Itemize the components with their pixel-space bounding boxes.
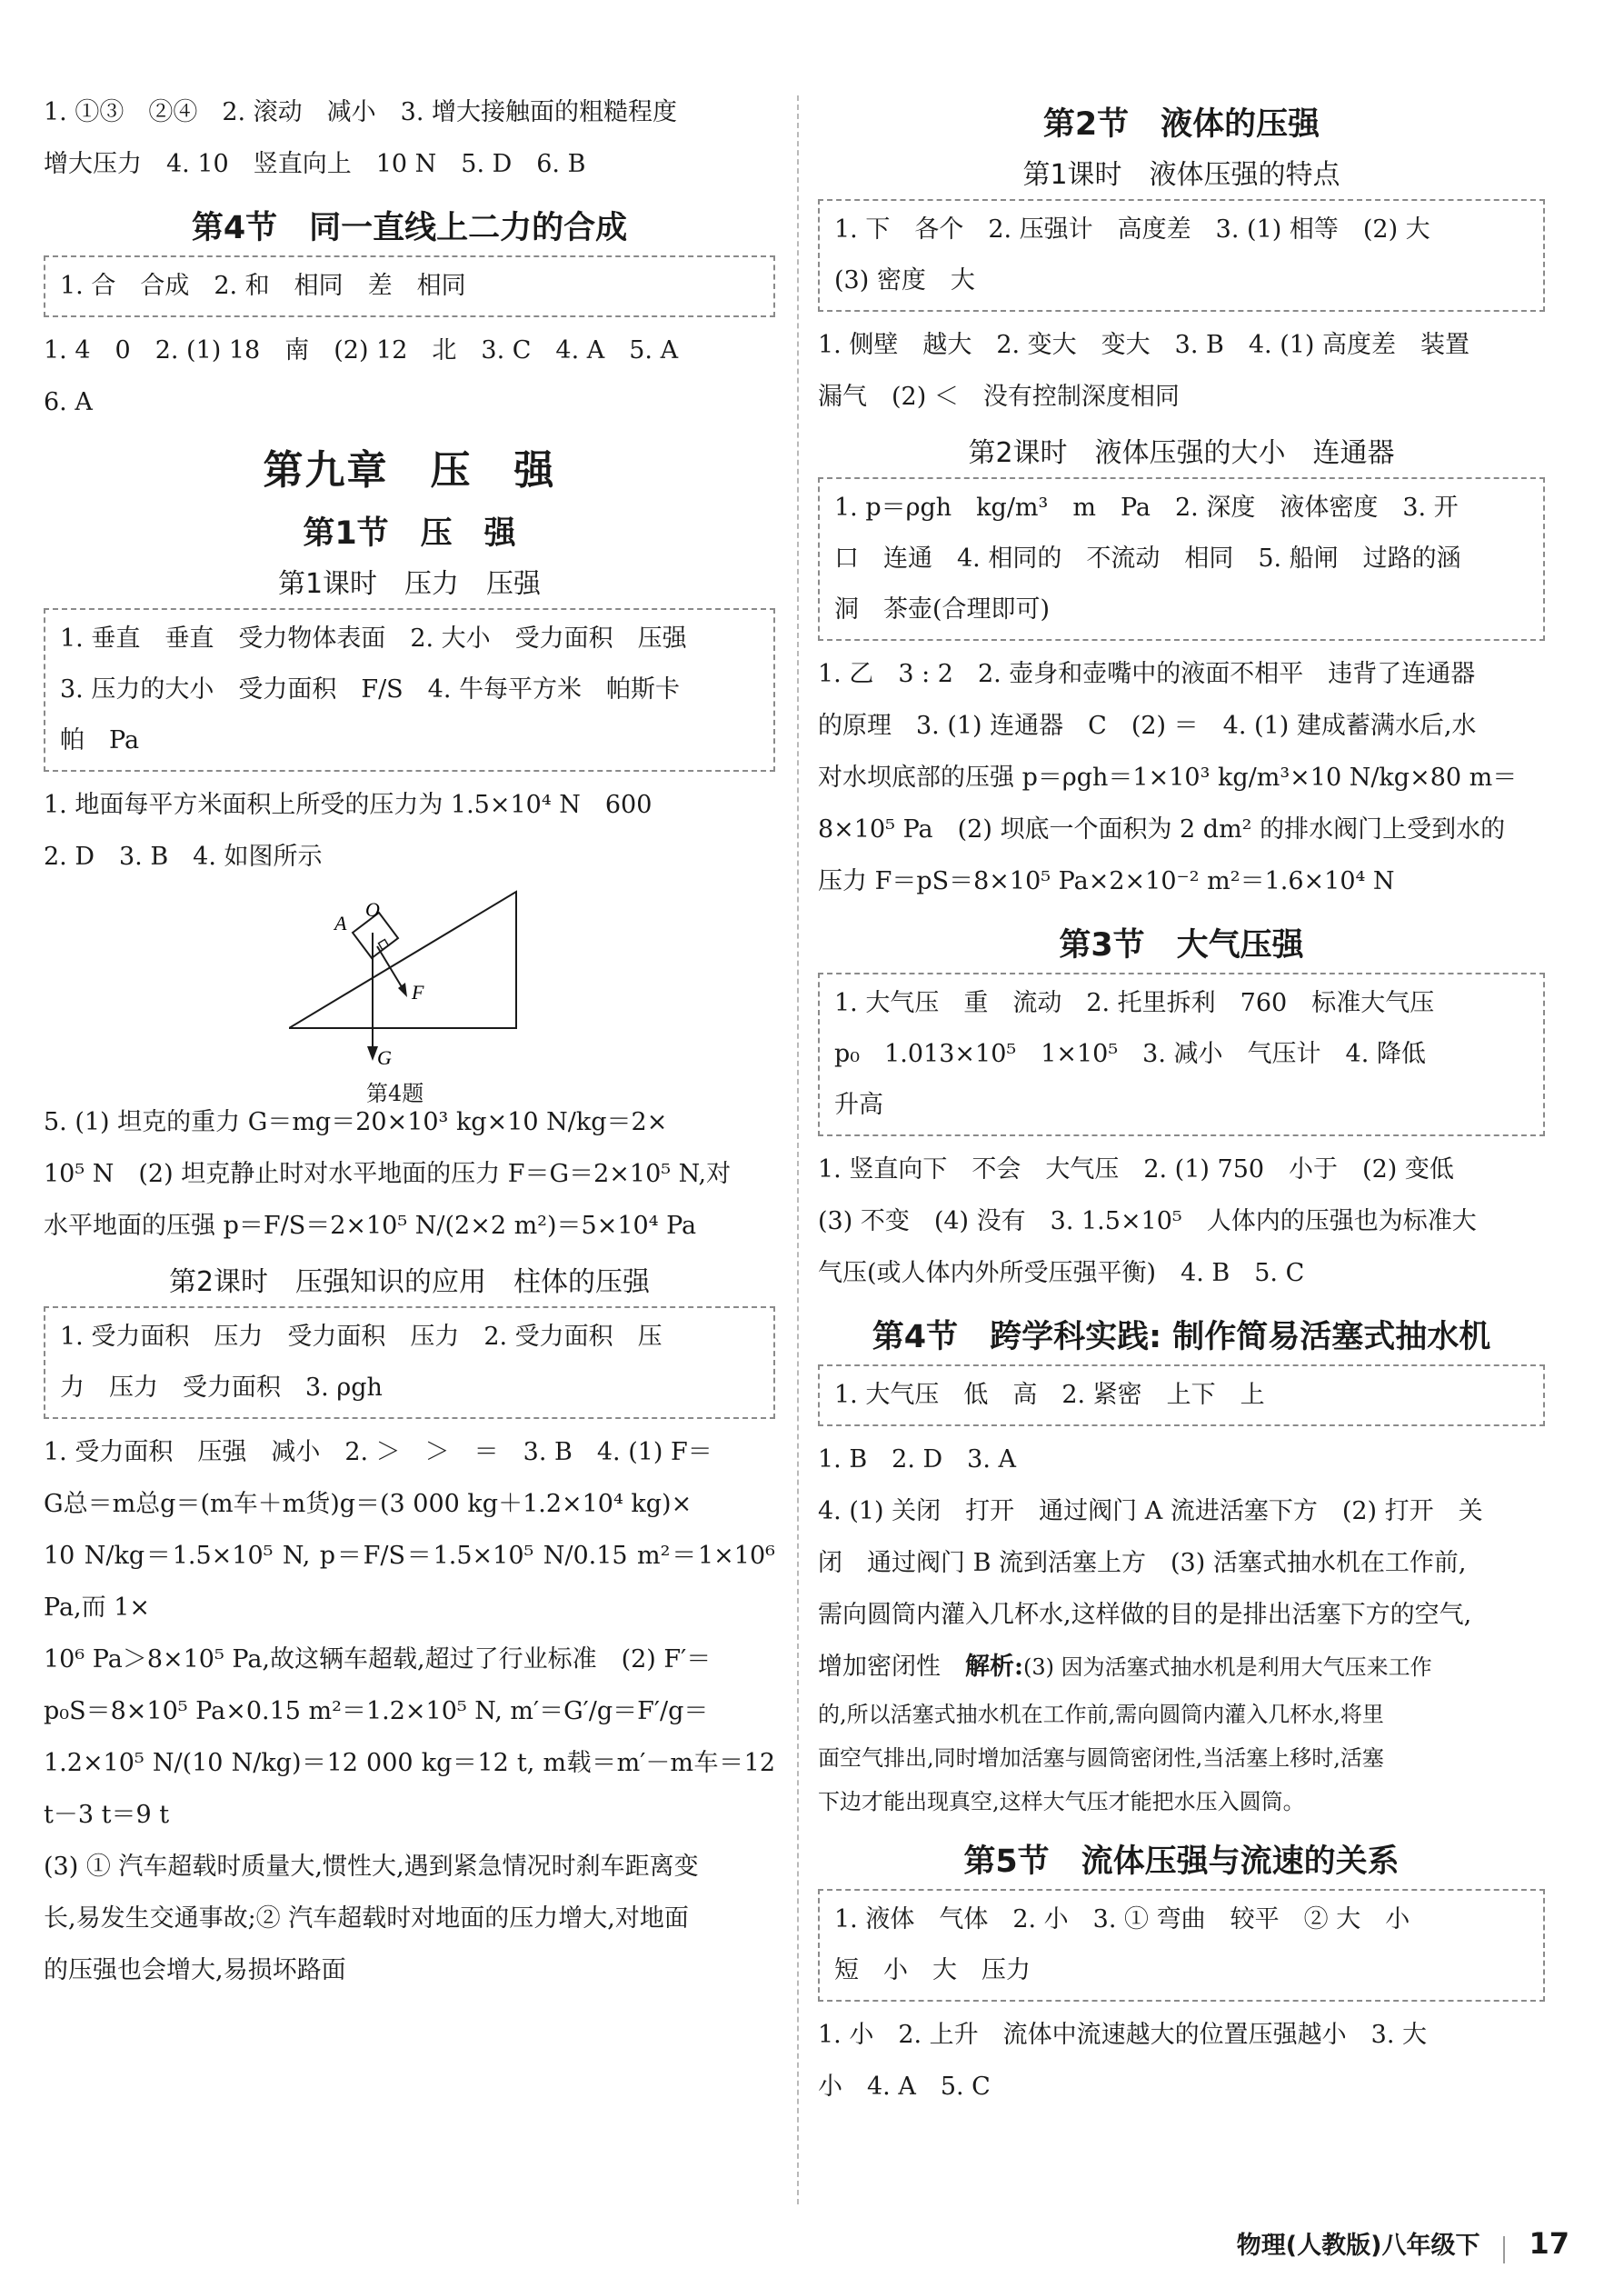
footer-separator [1503,2236,1505,2263]
answer-line: 的原理 3. (1) 连通器 C (2) ＝ 4. (1) 建成蓄满水后,水 [818,712,1477,740]
basic-answer-box [818,973,1545,1136]
lesson-title: 第2课时 压强知识的应用 柱体的压强 [168,1266,651,1298]
answer-line: 4. (1) 关闭 打开 通过阀门 A 流进活塞下方 (2) 打开 关 [818,1497,1483,1525]
page-number: 17 [1529,2226,1569,2261]
basic-answer-box [818,1364,1545,1426]
answer-line: 需向圆筒内灌入几杯水,这样做的目的是排出活塞下方的空气, [818,1601,1472,1629]
basic-answer-box [44,1306,775,1419]
answer-line: 洞 茶壶(合理即可) [834,595,1051,624]
answer-line: 1. 4 0 2. (1) 18 南 (2) 12 北 3. C 4. A 5. A [44,336,679,365]
section-title: 第5节 流体压强与流速的关系 [963,1843,1400,1880]
explanation-line: 面空气排出,同时增加活塞与圆筒密闭性,当活塞上移时,活塞 [818,1745,1384,1771]
force-diagram [289,883,543,1078]
answer-line: 10⁵ N (2) 坦克静止时对水平地面的压力 F＝G＝2×10⁵ N,对 [44,1160,732,1188]
answer-line: 1. 液体 气体 2. 小 3. ① 弯曲 较平 ② 大 小 [834,1905,1410,1933]
explanation-line: 的,所以活塞式抽水机在工作前,需向圆筒内灌入几杯水,将里 [818,1702,1384,1727]
answer-line: 的压强也会增大,易损坏路面 [44,1956,346,1984]
answer-line: 1.2×10⁵ N/(10 N/kg)＝12 000 kg＝12 t, m载＝m′－m车＝12 t－3 t＝9 t [44,1749,775,1829]
answer-line: 闭 通过阀门 B 流到活塞上方 (3) 活塞式抽水机在工作前, [818,1549,1467,1577]
answer-line: 10 N/kg＝1.5×10⁵ N, p＝F/S＝1.5×10⁵ N/0.15 m²＝1×10⁶ Pa,而 1× [44,1542,775,1622]
answer-line: 对水坝底部的压强 p＝ρgh＝1×10³ kg/m³×10 N/kg×80 m＝ [818,764,1518,792]
answer-line: 口 连通 4. 相同的 不流动 相同 5. 船闸 过路的涵 [834,545,1461,573]
answer-line: 1. 受力面积 压力 受力面积 压力 2. 受力面积 压 [60,1323,663,1351]
pressure-arrow [377,946,404,990]
incline-force-figure [44,883,775,1106]
answer-line: 1. 竖直向下 不会 大气压 2. (1) 750 小于 (2) 变低 [818,1155,1454,1184]
answer-line: 1. B 2. D 3. A [818,1445,1017,1474]
label-f: F [412,981,424,1004]
basic-answer-box [818,1889,1545,2002]
answer-line: p₀S＝8×10⁵ Pa×0.15 m²＝1.2×10⁵ N, m′＝G′/g＝F′/g＝ [44,1697,709,1725]
answer-line: 1. 地面每平方米面积上所受的压力为 1.5×10⁴ N 600 [44,791,653,819]
answer-line: 1. 垂直 垂直 受力物体表面 2. 大小 受力面积 压强 [60,624,687,653]
answer-line: 帕 Pa [60,726,140,754]
answer-line: 1. p＝ρgh kg/m³ m Pa 2. 深度 液体密度 3. 开 [834,494,1459,522]
answer-line [818,1641,1545,1693]
label-a: A [334,912,347,934]
answer-line: 1. 下 各个 2. 压强计 高度差 3. (1) 相等 (2) 大 [834,215,1430,244]
label-o: O [365,898,380,921]
section-title: 第3节 大气压强 [1059,927,1304,964]
section-title: 第1节 压 强 [303,515,516,552]
column-divider [797,95,799,2204]
section-title: 第4节 跨学科实践: 制作简易活塞式抽水机 [872,1319,1491,1355]
answer-line: (3) ① 汽车超载时质量大,惯性大,遇到紧急情况时刹车距离变 [44,1853,699,1881]
right-angle-mark [379,940,389,950]
figure-caption: 第4题 [366,1081,424,1106]
explanation-label: 解析: [965,1653,1023,1681]
answer-line: 压力 F＝pS＝8×10⁵ Pa×2×10⁻² m²＝1.6×10⁴ N [818,867,1395,895]
answer-line: 小 4. A 5. C [818,2073,991,2101]
page-footer [1237,2225,1569,2263]
basic-answer-box [818,477,1545,641]
answer-line: 漏气 (2) ＜ 没有控制深度相同 [818,383,1180,411]
answer-line: 1. 小 2. 上升 流体中流速越大的位置压强越小 3. 大 [818,2021,1428,2049]
incline-triangle [289,892,516,1028]
lesson-title: 第2课时 液体压强的大小 连通器 [968,437,1395,469]
label-g: G [377,1046,392,1069]
answer-line: 1. 乙 3 : 2 2. 壶身和壶嘴中的液面不相平 违背了连通器 [818,660,1476,688]
answer-line: p₀ 1.013×10⁵ 1×10⁵ 3. 减小 气压计 4. 降低 [834,1040,1426,1068]
answer-line: 2. D 3. B 4. 如图所示 [44,843,323,871]
left-column [44,86,775,1996]
answer-line: 短 小 大 压力 [834,1956,1031,1984]
book-subject: 物理(人教版)八年级下 [1236,2232,1480,2260]
lesson-title: 第1课时 压力 压强 [277,568,542,600]
basic-answer-box [44,255,775,317]
right-column [818,86,1545,2113]
answer-line: (3) 密度 大 [834,266,975,295]
answer-line: (3) 不变 (4) 没有 3. 1.5×10⁵ 人体内的压强也为标准大 [818,1207,1477,1235]
answer-line: 3. 压力的大小 受力面积 F/S 4. 牛每平方米 帕斯卡 [60,675,681,704]
explanation-text: (3) 因为活塞式抽水机是利用大气压来工作 [1022,1654,1432,1680]
answer-line: 1. 合 合成 2. 和 相同 差 相同 [60,272,466,300]
answer-line: 10⁶ Pa＞8×10⁵ Pa,故这辆车超载,超过了行业标准 (2) F′＝ [44,1645,712,1674]
chapter-title: 第九章 压 强 [263,447,556,494]
answer-line: 升高 [834,1091,883,1119]
answer-line: 6. A [44,388,93,416]
answer-line: 1. 大气压 重 流动 2. 托里拆利 760 标准大气压 [834,989,1435,1017]
basic-answer-box [818,199,1545,312]
answer-line: 力 压力 受力面积 3. ρgh [60,1374,383,1402]
basic-answer-box [44,608,775,772]
answer-line: 长,易发生交通事故;② 汽车超载时对地面的压力增大,对地面 [44,1904,689,1933]
explanation-line: 下边才能出现真空,这样大气压才能把水压入圆筒。 [818,1789,1305,1814]
answer-line: 增大压力 4. 10 竖直向上 10 N 5. D 6. B [44,150,586,178]
answer-line: 1. 受力面积 压强 减小 2. ＞ ＞ ＝ 3. B 4. (1) F＝ [44,1438,712,1466]
answer-line: 1. 大气压 低 高 2. 紧密 上下 上 [834,1381,1265,1409]
lesson-title: 第1课时 液体压强的特点 [1022,159,1340,191]
answer-line: 1. ①③ ②④ 2. 滚动 减小 3. 增大接触面的粗糙程度 [44,98,678,126]
answer-line: G总＝m总g＝(m车＋m货)g＝(3 000 kg＋1.2×10⁴ kg)× [44,1490,692,1518]
answer-line: 1. 侧壁 越大 2. 变大 变大 3. B 4. (1) 高度差 装置 [818,331,1470,359]
answer-line: 5. (1) 坦克的重力 G＝mg＝20×10³ kg×10 N/kg＝2× [44,1108,668,1136]
section-title: 第2节 液体的压强 [1042,106,1320,143]
section-title: 第4节 同一直线上二力的合成 [191,210,628,246]
answer-line: 水平地面的压强 p＝F/S＝2×10⁵ N/(2×2 m²)＝5×10⁴ Pa [44,1212,697,1240]
answer-line: 气压(或人体内外所受压强平衡) 4. B 5. C [818,1259,1305,1287]
answer-text: 增加密闭性 [818,1653,941,1681]
answer-line: 8×10⁵ Pa (2) 坝底一个面积为 2 dm² 的排水阀门上受到水的 [818,815,1506,844]
